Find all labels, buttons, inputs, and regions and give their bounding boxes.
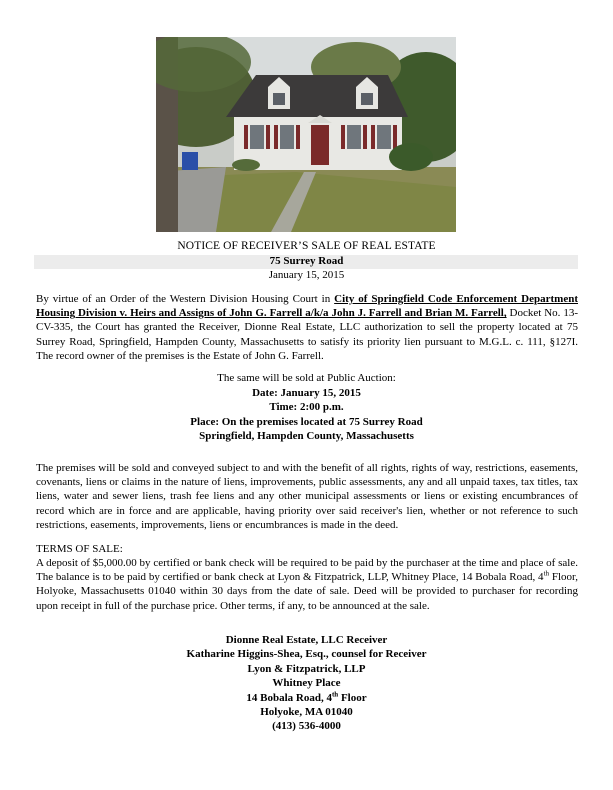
conditions-paragraph: The premises will be sold and conveyed subject to and with the benefit of all rights, rights of way, restrictions, easements, covenants, liens or claims in the nature of liens, improvements, public assessments, any and all unpaid taxes, tax titles, tax liens, water and sewer liens, trash fee liens and any other municipal assessments or liens or existing encumbrances of record which are in force and are applicable, having priority over said receiver's lien, whether or not reference to such restrictions, easements, improvements, liens or encumbrances is made in the deed. [36,462,578,531]
intro-paragraph [36,292,578,363]
street-superscript: th [331,689,339,698]
auction-city: Springfield, Hampden County, Massachusetts [199,430,414,442]
auction-time: Time: 2:00 p.m. [269,401,344,413]
signature-counsel: Katharine Higgins-Shea, Esq., counsel for Receiver [186,648,427,661]
auction-date: Date: January 15, 2015 [252,386,361,399]
terms-superscript: th [543,569,550,578]
terms-part1: A deposit of $5,000.00 by certified or bank check will be required to be paid by the purchaser at the time and place of sale. The balance is to be paid by certified or bank check at Lyon & Fitzpatrick, LLP, Whitney Place, 14 Bobala Road, 4 [36,557,578,584]
terms-heading: TERMS OF SALE: [36,543,123,555]
auction-place: Place: On the premises located at 75 Surrey Road [190,415,423,428]
property-address: 75 Surrey Road [269,255,344,267]
auction-lead: The same will be sold at Public Auction: [217,372,396,384]
signature-city: Holyoke, MA 01040 [260,706,353,719]
notice-title: NOTICE OF RECEIVER’S SALE OF REAL ESTATE [177,240,436,252]
signature-phone: (413) 536-4000 [272,720,341,733]
house-photo-illustration [156,37,456,232]
house-photo [156,37,456,232]
notice-date: January 15, 2015 [268,269,345,281]
signature-building: Whitney Place [272,677,341,690]
street-part-b: Floor [338,691,367,704]
terms-paragraph [36,556,578,613]
case-name: City of Springfield Code Enforcement Department Housing Division v. Heirs and Assigns of John G. Farrell a/k/a John J. Farrell and Brian M. Farrell, [36,293,578,320]
intro-lead: By virtue of an Order of the Western Division Housing Court in [36,293,335,305]
signature-block [0,633,613,734]
signature-receiver: Dionne Real Estate, LLC Receiver [225,634,388,646]
street-part-a: 14 Bobala Road, 4 [246,691,332,704]
signature-firm: Lyon & Fitzpatrick, LLP [247,662,366,675]
intro-rest: Docket No. 13-CV-335, the Court has granted the Receiver, Dionne Real Estate, LLC authorization to sell the property located at 75 Surrey Road, Springfield, Hampden County, Massachusetts to satisfy its priority lien pursuant to M.G.L. c. 111, §127I. The record owner of the premises is the Estate of John G. Farrell. [36,307,578,362]
auction-details [0,371,613,444]
terms-part2: Floor, Holyoke, Massachusetts 01040 within 30 days from the date of sale. Deed will be provided to purchaser for recording upon receipt in full of the purchase price. Other terms, if any, to be announced at the sale. [36,571,578,612]
signature-street [0,691,613,705]
